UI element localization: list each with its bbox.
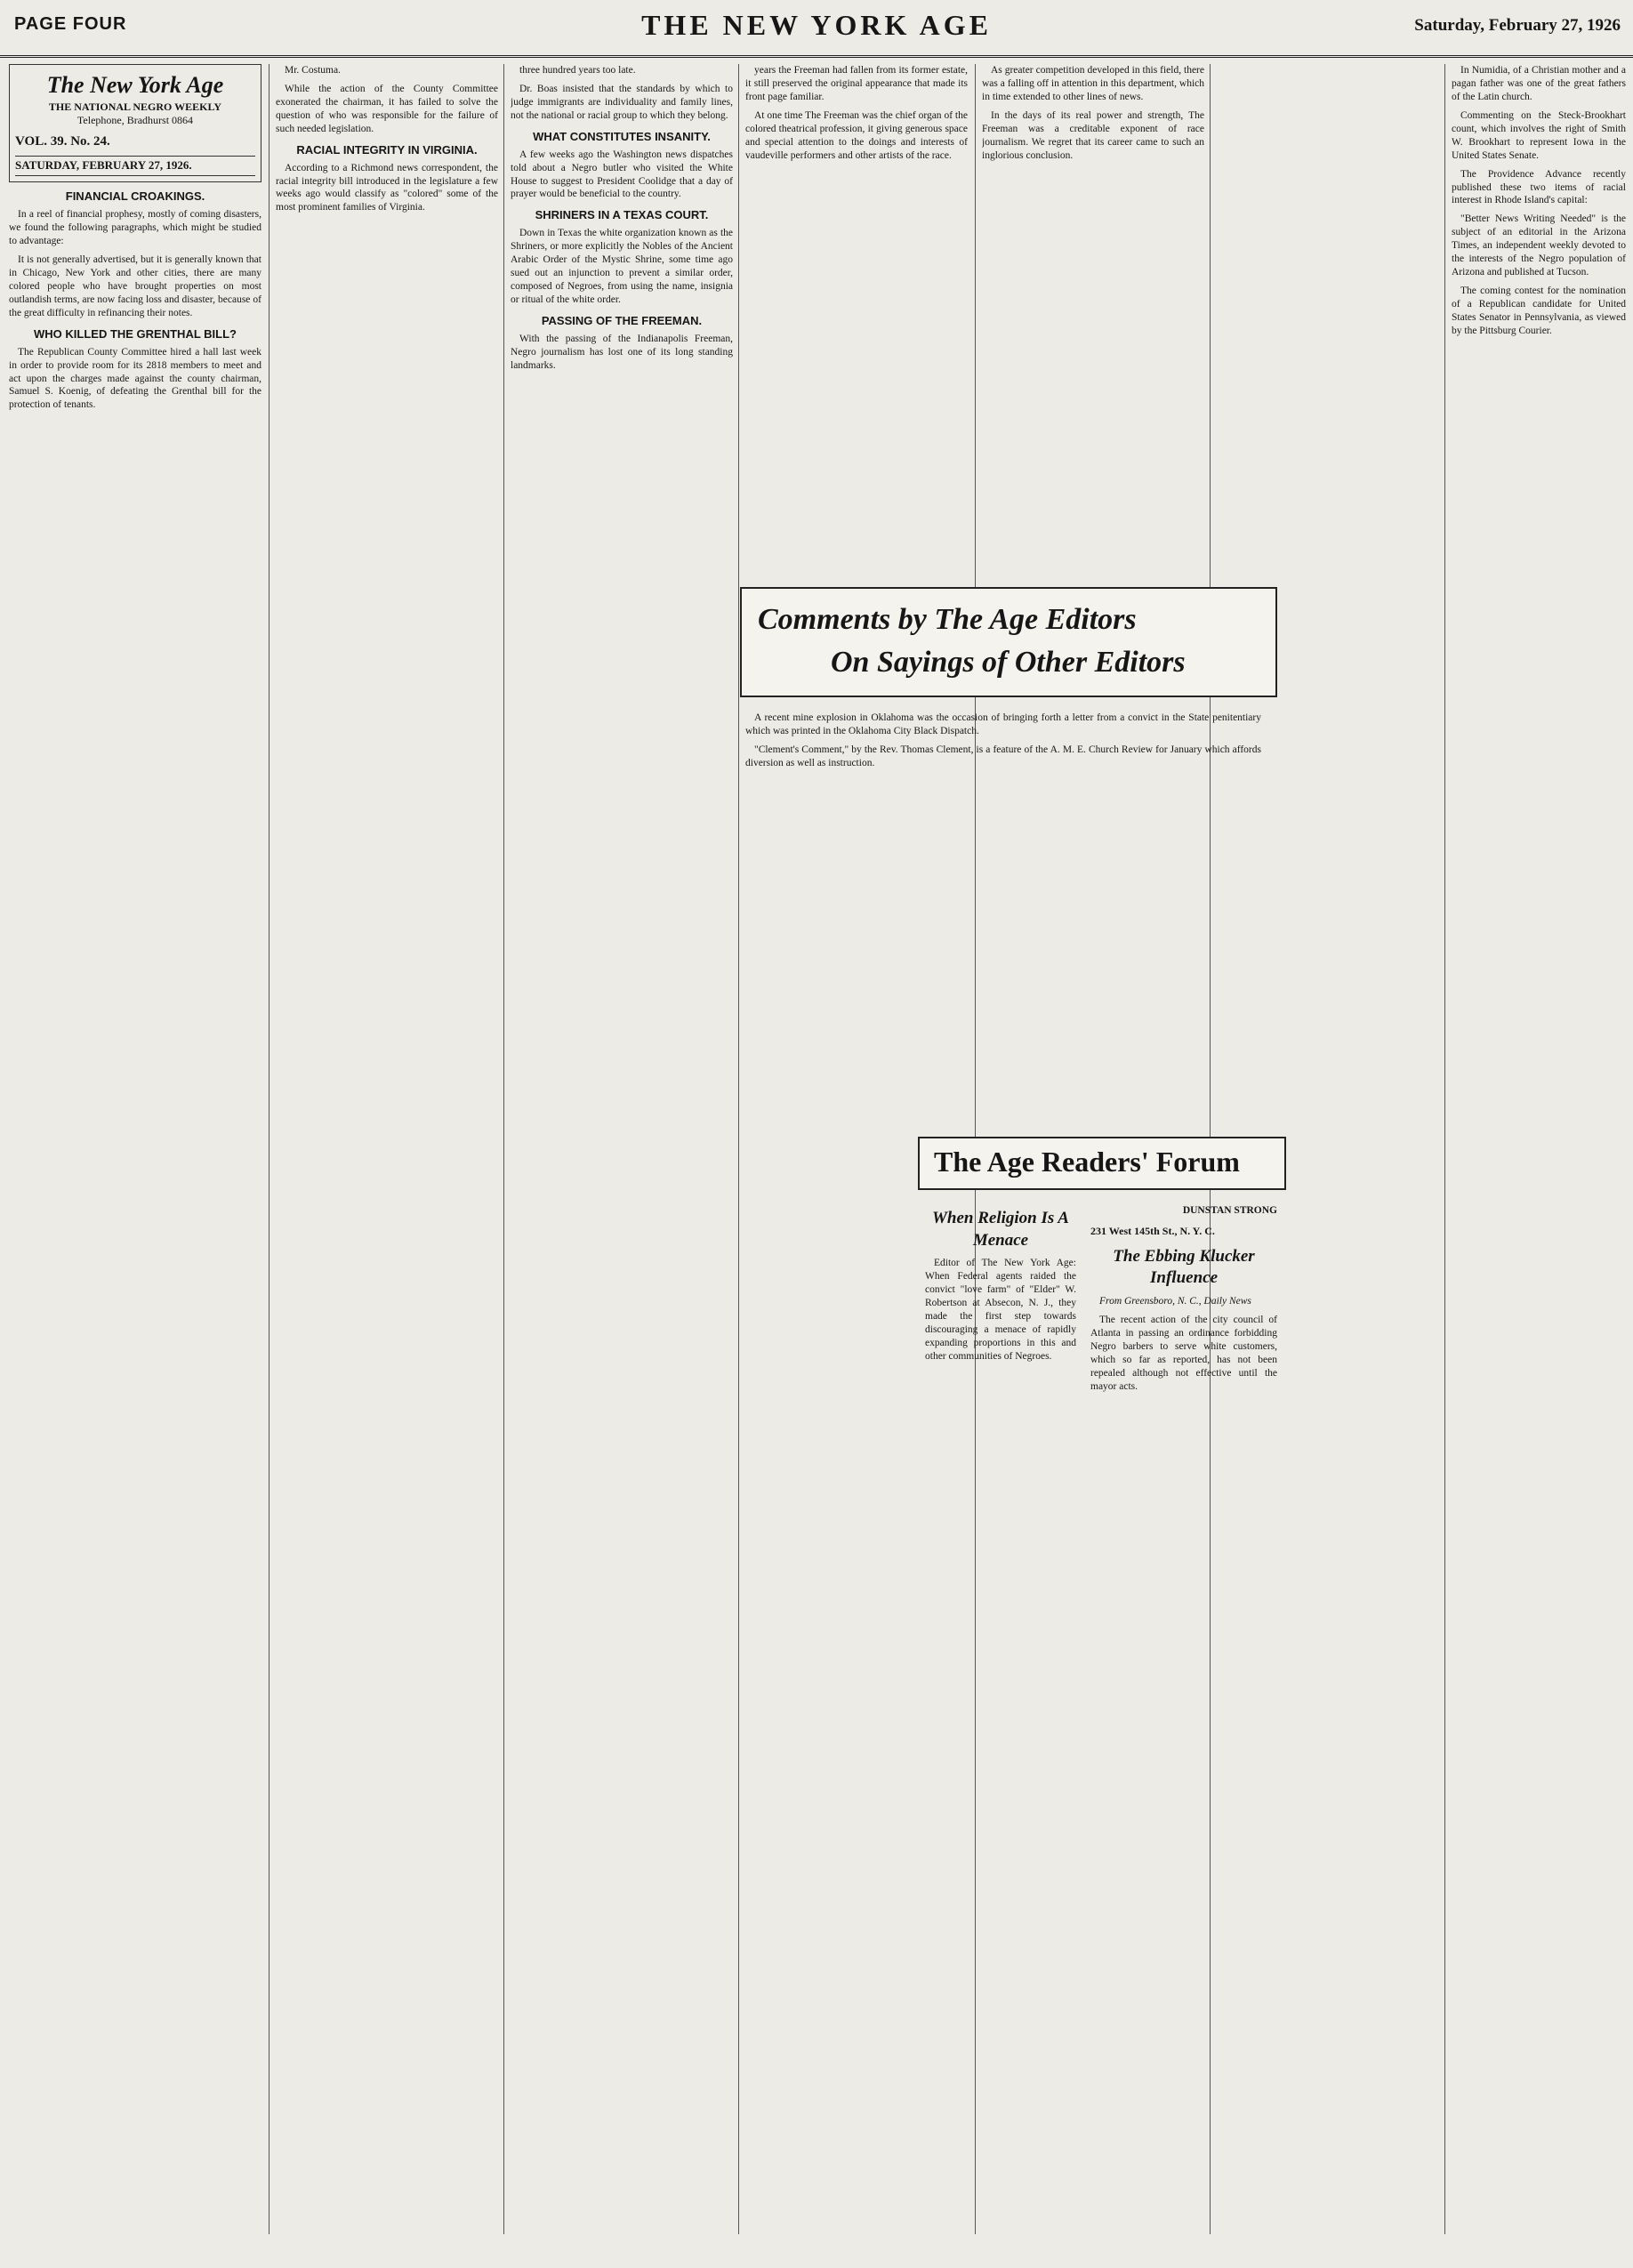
paragraph: A recent mine explosion in Oklahoma was the occasion of bringing forth a letter from a convict in the State penitentiary which was printed in the Oklahoma City Black Dispatch. xyxy=(745,712,1261,736)
comments-banner xyxy=(740,587,1277,697)
paragraph: With the passing of the Indianapolis Freeman, Negro journalism has lost one of its long standing landmarks. xyxy=(511,333,733,371)
headline-shriners: SHRINERS IN A TEXAS COURT. xyxy=(535,208,709,222)
comments-banner-line2: On Sayings of Other Editors xyxy=(831,646,1186,679)
masthead-volume: VOL. 39. No. 24. xyxy=(15,133,110,149)
paragraph: Dr. Boas insisted that the standards by which to judge immigrants are individuality and family lines, not the national or racial group to which they belong. xyxy=(511,83,733,121)
headline-racial-integrity: RACIAL INTEGRITY IN VIRGINIA. xyxy=(296,142,478,157)
forum-source: From Greensboro, N. C., Daily News xyxy=(1099,1295,1251,1307)
forum-signature: DUNSTAN STRONG xyxy=(1182,1205,1277,1216)
paragraph: In Numidia, of a Christian mother and a pagan father was one of the great fathers of the Latin church. xyxy=(1452,65,1626,102)
comments-text xyxy=(745,712,1261,1121)
headline-freeman: PASSING OF THE FREEMAN. xyxy=(541,313,703,327)
headline-grenthal-bill: WHO KILLED THE GRENTHAL BILL? xyxy=(34,326,237,341)
paragraph: In the days of its real power and strength, The Freeman was a creditable exponent of race journalism. We regret that its career came to such an inglorious conclusion. xyxy=(982,109,1204,161)
paragraph: While the action of the County Committee exonerated the chairman, it has failed to solve the question of who was responsible for the failure of such needed legislation. xyxy=(276,83,498,134)
forum-right-heading: The Ebbing Klucker Influence xyxy=(1113,1246,1255,1288)
paragraph: As greater competition developed in this field, there was a falling off in attention in this department, which in time extended to other lines of news. xyxy=(982,65,1204,102)
header-date: Saturday, February 27, 1926 xyxy=(1414,16,1621,35)
forum-left-column xyxy=(925,1201,1076,2224)
forum-title: The Age Readers' Forum xyxy=(934,1146,1240,1178)
column-3 xyxy=(511,64,733,378)
paragraph: The Providence Advance recently published these two items of racial interest in Rhode Island's capital: xyxy=(1452,168,1626,206)
comments-banner-line1: Comments by The Age Editors xyxy=(758,603,1137,636)
paragraph: A few weeks ago the Washington news dispatches told about a Negro butler who visited the White House to suggest to President Coolidge that a day of prayer would be beneficial to the country. xyxy=(511,149,733,200)
masthead xyxy=(9,64,261,182)
paragraph: The coming contest for the nomination of a Republican candidate for United States Senator in Pennsylvania, as viewed by the Pittsburg Courier. xyxy=(1452,286,1626,336)
page-label: PAGE FOUR xyxy=(14,14,127,34)
paragraph: "Better News Writing Needed" is the subject of an editorial in the Arizona Times, an independent weekly devoted to the interests of the Negro population of Arizona and published at Tucson. xyxy=(1452,213,1626,278)
masthead-telephone: Telephone, Bradhurst 0864 xyxy=(76,114,194,127)
masthead-issue-date: SATURDAY, FEBRUARY 27, 1926. xyxy=(15,156,255,176)
paragraph: According to a Richmond news correspondent, the racial integrity bill introduced in the legislature a few weeks ago would classify as "colored" some of the most prominent families of Virginia. xyxy=(276,162,498,213)
column-rule xyxy=(503,64,504,2234)
column-1 xyxy=(9,64,261,417)
paragraph: Editor of The New York Age: When Federal agents raided the convict "love farm" of "Elder" W. Robertson at Absecon, N. J., they made the first step towards discouraging a menace of rapidly expanding proportions in this and other communities of Negroes. xyxy=(925,1258,1076,1362)
forum-banner xyxy=(918,1137,1286,1190)
paragraph: The Republican County Committee hired a hall last week in order to provide room for its 2818 members to meet and act upon the charges made against the county chairman, Samuel S. Koenig, of defeating the Grenthal bill for the protection of tenants. xyxy=(9,346,261,411)
paragraph: In a reel of financial prophesy, mostly of coming disasters, we found the following paragraphs, which might be studied to advantage: xyxy=(9,209,261,247)
forum-left-heading: When Religion Is A Menace xyxy=(932,1209,1069,1250)
column-5 xyxy=(982,64,1204,571)
headline-insanity: WHAT CONSTITUTES INSANITY. xyxy=(533,129,711,143)
paragraph: Down in Texas the white organization known as the Shriners, or more explicitly the Nobles of the Ancient Arabic Order of the Mystic Shrine, some time ago sued out an injunction to prevent a similar order, composed of Negroes, from using the name, insignia or ritual of the white order. xyxy=(511,228,733,305)
paragraph: It is not generally advertised, but it is generally known that in Chicago, New York and other cities, there are many colored people who have brought properties on most outlandish terms, are now facing loss and disaster, because of the great difficulty in refinancing their notes. xyxy=(9,254,261,318)
column-4 xyxy=(745,64,968,571)
column-rule xyxy=(1444,64,1445,2234)
page-header xyxy=(0,0,1633,58)
paragraph: The recent action of the city council of Atlanta in passing an ordinance forbidding Negro barbers to serve white customers, which so far as reported, has not been repealed although not effective until the mayor acts. xyxy=(1090,1314,1277,1392)
paragraph: Commenting on the Steck-Brookhart count, which involves the right of Smith W. Brookhart to represent Iowa in the United States Senate. xyxy=(1452,109,1626,161)
headline-financial-croakings: FINANCIAL CROAKINGS. xyxy=(65,189,205,204)
paragraph: three hundred years too late. xyxy=(519,65,636,76)
forum-right-column xyxy=(1090,1201,1277,2224)
masthead-subtitle: THE NATIONAL NEGRO WEEKLY xyxy=(48,100,222,113)
masthead-title: The New York Age xyxy=(46,72,224,98)
forum-address: 231 West 145th St., N. Y. C. xyxy=(1090,1224,1215,1237)
column-6 xyxy=(1452,64,1626,343)
paragraph: "Clement's Comment," by the Rev. Thomas Clement, is a feature of the A. M. E. Church Review for January which affords diversion as well as instruction. xyxy=(745,744,1261,768)
paragraph: At one time The Freeman was the chief organ of the colored theatrical profession, it giving generous space and special attention to the doings and interests of vaudeville performers and other artists of the race. xyxy=(745,109,968,161)
paper-name: THE NEW YORK AGE xyxy=(641,9,992,41)
column-2 xyxy=(276,64,498,220)
column-rule xyxy=(738,64,739,2234)
paragraph: Mr. Costuma. xyxy=(285,65,341,76)
paragraph: years the Freeman had fallen from its former estate, it still preserved the original appearance that made its front page familiar. xyxy=(745,65,968,102)
